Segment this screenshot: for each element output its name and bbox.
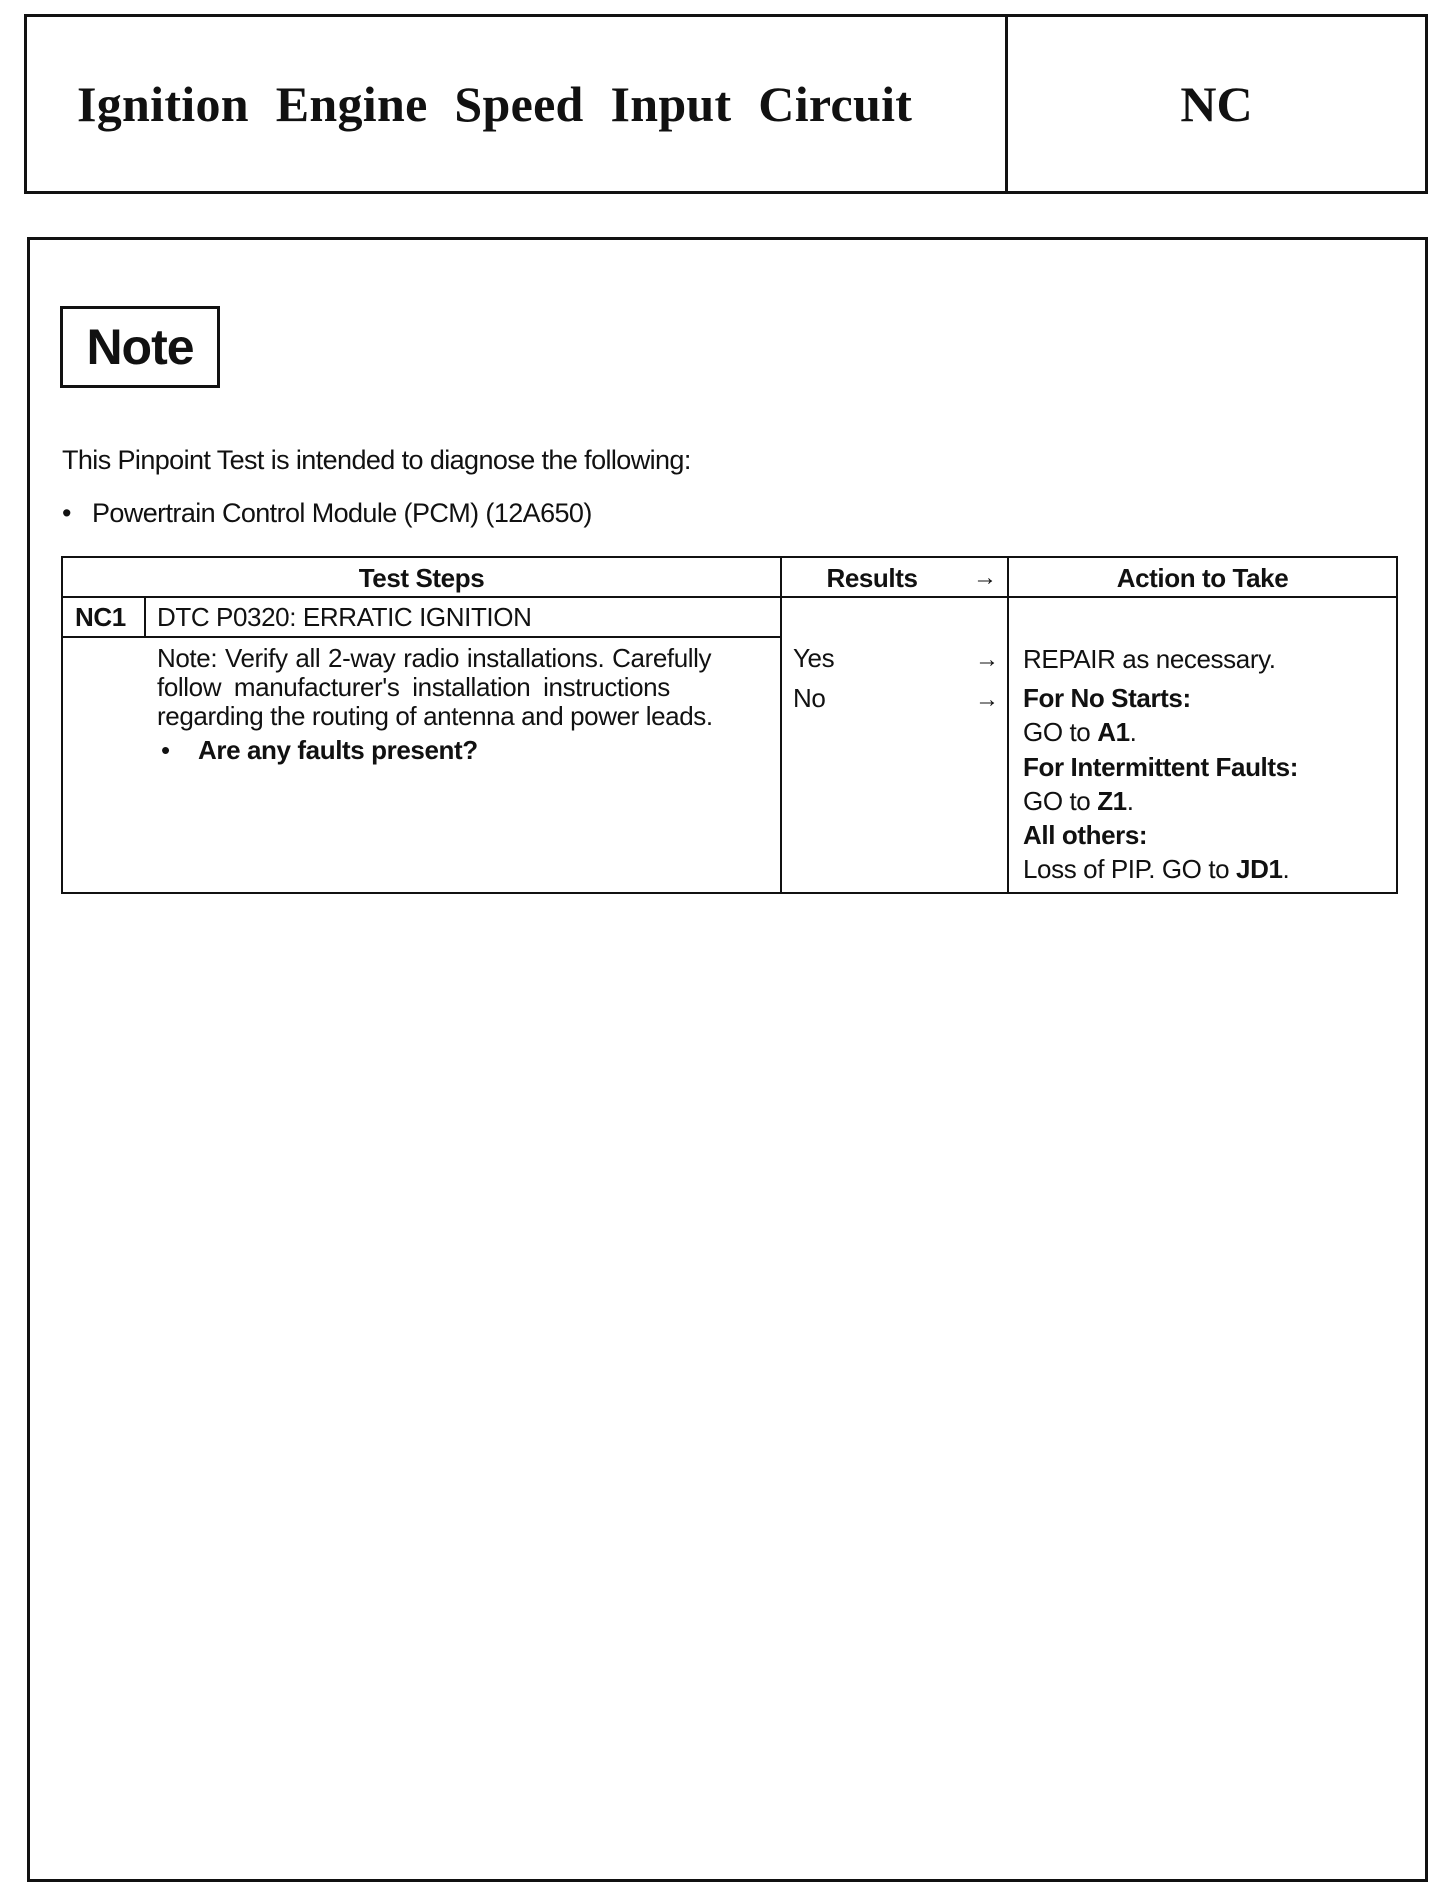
page-title: Ignition Engine Speed Input Circuit — [27, 17, 1008, 191]
bullet-symbol: • — [62, 498, 71, 528]
action-no-starts-period: . — [1129, 717, 1137, 747]
column-divider-results — [780, 558, 782, 892]
content-frame — [27, 237, 1428, 1882]
result-yes-arrow: → — [975, 646, 999, 673]
header-results-arrow: → — [973, 564, 997, 591]
action-intermittent-prefix: GO to — [1023, 786, 1098, 816]
step-id-divider — [144, 598, 146, 636]
note-label: Note — [60, 306, 220, 388]
list-item-text: Powertrain Control Module (PCM) (12A650) — [92, 498, 592, 528]
action-no-starts-prefix: GO to — [1023, 717, 1098, 747]
header-results: Results — [826, 562, 918, 593]
result-yes: Yes — [793, 643, 835, 673]
result-no: No — [793, 683, 826, 713]
step-question: Are any faults present? — [198, 735, 478, 765]
action-intermittent — [1023, 787, 1134, 816]
action-others-heading: All others: — [1023, 820, 1148, 850]
action-no-starts — [1023, 718, 1136, 747]
list-item — [62, 498, 592, 529]
intro-text: This Pinpoint Test is intended to diagnose the following: — [62, 445, 691, 475]
action-others-period: . — [1282, 854, 1290, 884]
header-test-steps: Test Steps — [358, 562, 485, 593]
action-others — [1023, 855, 1289, 884]
step-title: DTC P0320: ERRATIC IGNITION — [157, 602, 532, 632]
pinpoint-test-table — [61, 556, 1398, 894]
step-row-divider — [63, 636, 780, 638]
section-code: NC — [1180, 76, 1253, 132]
step-id: NC1 — [75, 602, 126, 632]
action-intermittent-heading: For Intermittent Faults: — [1023, 752, 1298, 782]
action-intermittent-period: . — [1126, 786, 1134, 816]
action-others-prefix: Loss of PIP. GO to — [1023, 854, 1237, 884]
page-header — [24, 14, 1428, 194]
header-action: Action to Take — [1116, 562, 1289, 593]
action-yes: REPAIR as necessary. — [1023, 644, 1276, 674]
step-note-line-3: regarding the routing of antenna and power leads. — [157, 701, 713, 731]
result-no-arrow: → — [975, 686, 999, 713]
step-note-line-1: Note: Verify all 2-way radio installations. Carefully — [157, 643, 712, 673]
action-no-starts-target: A1 — [1097, 717, 1130, 747]
step-question-bullet: • — [161, 735, 170, 765]
column-divider-action — [1007, 558, 1009, 892]
action-intermittent-target: Z1 — [1097, 786, 1127, 816]
step-note-line-2: follow manufacturer's installation instructions — [157, 672, 670, 702]
action-others-target: JD1 — [1236, 854, 1283, 884]
action-no-starts-heading: For No Starts: — [1023, 683, 1191, 713]
